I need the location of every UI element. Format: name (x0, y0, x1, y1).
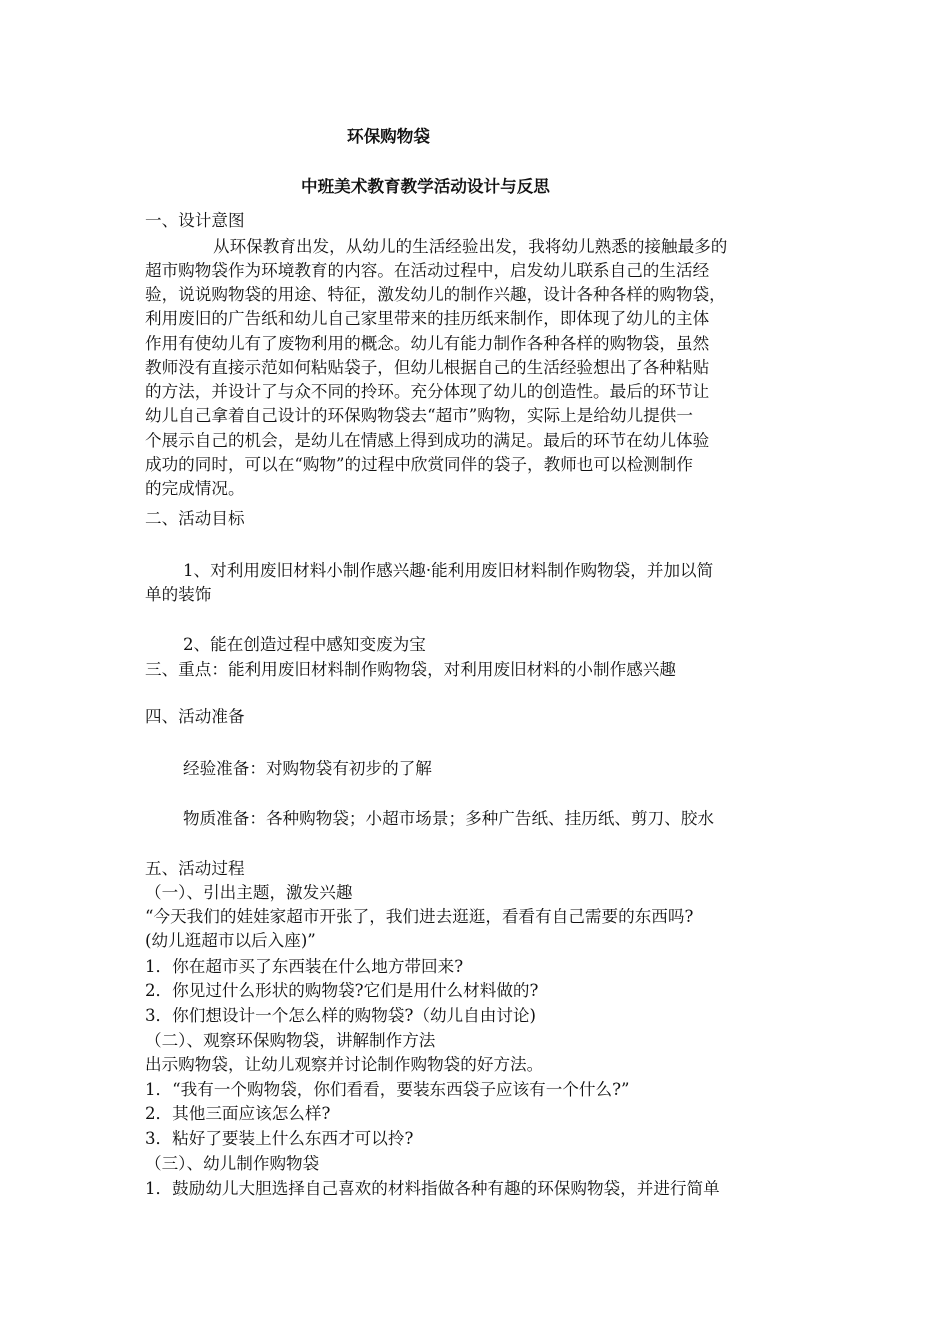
text-line: 验，说说购物袋的用途、特征，激发幼儿的制作兴趣，设计各种各样的购物袋， (145, 285, 726, 304)
text-line: 2．其他三面应该怎么样? (145, 1104, 331, 1123)
text-line: 四、活动准备 (145, 707, 245, 726)
text-line: 教师没有直接示范如何粘贴袋子，但幼儿根据自己的生活经验想出了各种粘贴 (145, 358, 710, 377)
text-line: 出示购物袋，让幼儿观察并讨论制作购物袋的好方法。 (145, 1055, 544, 1074)
text-line: 作用有使幼儿有了废物利用的概念。幼儿有能力制作各种各样的购物袋，虽然 (145, 334, 710, 353)
text-line: 3．粘好了要装上什么东西才可以拎? (145, 1129, 414, 1148)
text-line: （二）、观察环保购物袋，讲解制作方法 (145, 1031, 436, 1050)
text-line: 1．鼓励幼儿大胆选择自己喜欢的材料指做各种有趣的环保购物袋，并进行简单 (145, 1179, 720, 1198)
text-line: 单的装饰 (145, 585, 212, 604)
text-line: 从环保教育出发，从幼儿的生活经验出发，我将幼儿熟悉的接触最多的 (213, 237, 728, 256)
text-line: 2．你见过什么形状的购物袋?它们是用什么材料做的? (145, 981, 539, 1000)
text-line: 1．“我有一个购物袋，你们看看，要装东西袋子应该有一个什么?” (145, 1080, 630, 1099)
text-line: 二、活动目标 (145, 509, 245, 528)
text-line: 成功的同时，可以在“购物”的过程中欣赏同伴的袋子，教师也可以检测制作 (145, 455, 693, 474)
document-title: 环保购物袋 (347, 127, 430, 146)
text-line: 一、设计意图 (145, 211, 245, 230)
text-line: 1、对利用废旧材料小制作感兴趣·能利用废旧材料制作购物袋，并加以简 (183, 561, 714, 580)
text-line: 个展示自己的机会，是幼儿在情感上得到成功的满足。最后的环节在幼儿体验 (145, 431, 710, 450)
text-line: 物质准备：各种购物袋；小超市场景；多种广告纸、挂历纸、剪刀、胶水 (183, 809, 714, 828)
text-line: (幼儿逛超市以后入座)” (145, 931, 316, 950)
text-line: 五、活动过程 (145, 859, 245, 878)
text-line: 幼儿自己拿着自己设计的环保购物袋去“超市”购物，实际上是给幼儿提供一 (145, 406, 693, 425)
text-line: 三、重点：能利用废旧材料制作购物袋，对利用废旧材料的小制作感兴趣 (145, 660, 676, 679)
text-line: 2、能在创造过程中感知变废为宝 (183, 635, 426, 654)
text-line: 利用废旧的广告纸和幼儿自己家里带来的挂历纸来制作，即体现了幼儿的主体 (145, 309, 710, 328)
document-subtitle: 中班美术教育教学活动设计与反思 (301, 177, 550, 196)
text-line: 的完成情况。 (145, 479, 245, 498)
text-line: 3．你们想设计一个怎么样的购物袋?（幼儿自由讨论) (145, 1006, 536, 1025)
text-line: （三）、幼儿制作购物袋 (145, 1154, 320, 1173)
text-line: 的方法，并设计了与众不同的拎环。充分体现了幼儿的创造性。最后的环节让 (145, 382, 710, 401)
text-line: （一）、引出主题，激发兴趣 (145, 883, 353, 902)
text-line: 经验准备：对购物袋有初步的了解 (183, 759, 432, 778)
text-line: 1．你在超市买了东西装在什么地方带回来? (145, 957, 464, 976)
text-line: 超市购物袋作为环境教育的内容。在活动过程中，启发幼儿联系自己的生活经 (145, 261, 710, 280)
text-line: “今天我们的娃娃家超市开张了，我们进去逛逛，看看有自己需要的东西吗? (145, 907, 694, 926)
